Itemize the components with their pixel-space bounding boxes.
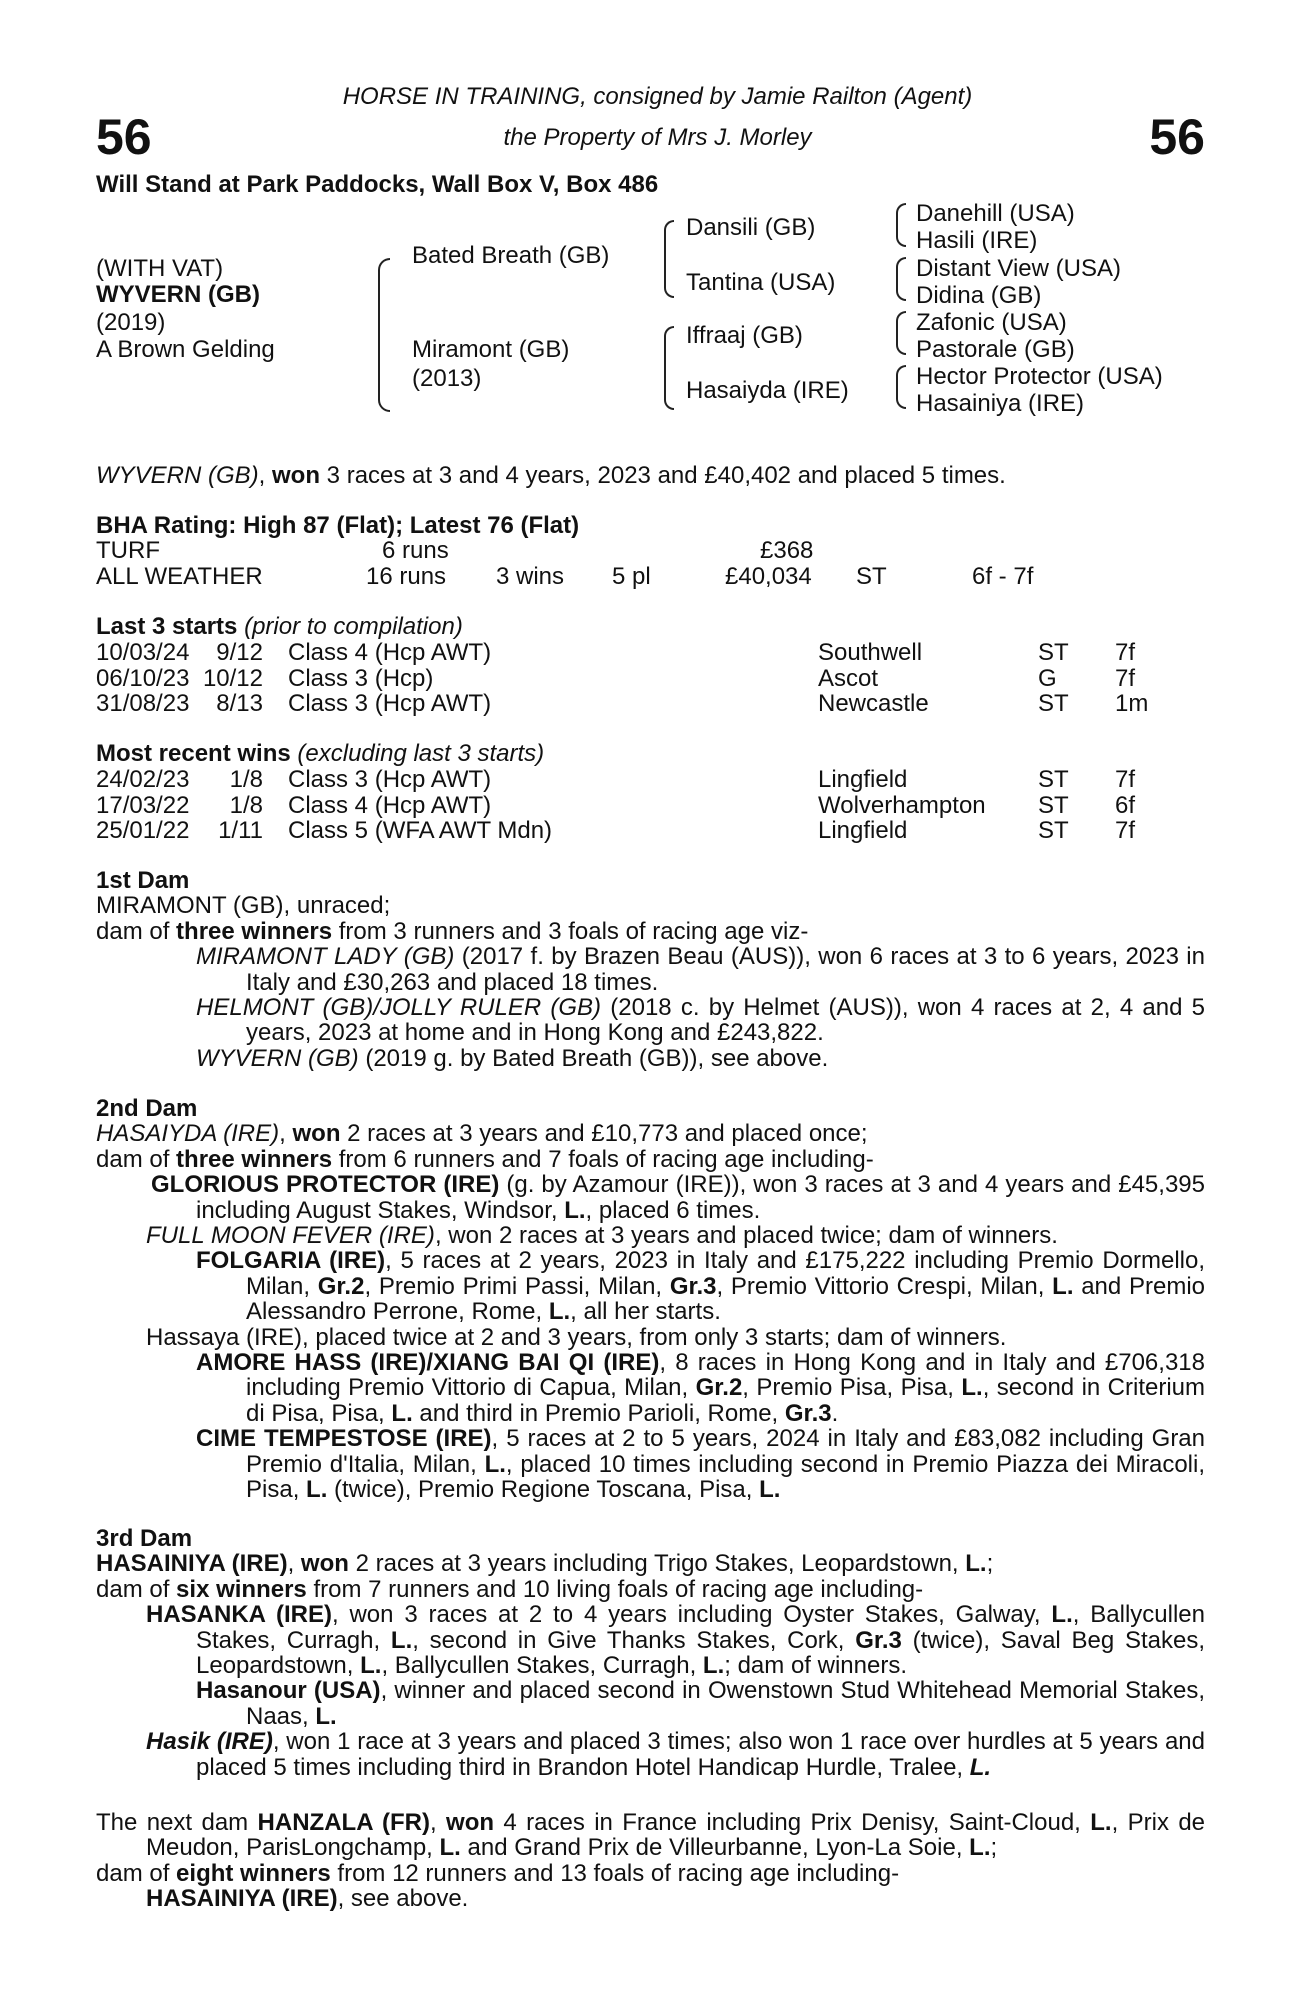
cell-date: 24/02/23 [96,766,190,793]
brace-dam-parents [664,326,674,410]
third-dam-title: 3rd Dam [96,1525,193,1552]
cell-going: ST [1038,690,1069,717]
property-line: the Property of Mrs J. Morley [503,124,812,151]
horse-year: (2019) [96,309,166,336]
rating-title: BHA Rating: High 87 (Flat); Latest 76 (Flat) [96,512,580,539]
cell-going: ST [1038,639,1069,666]
cell-going: ST [1038,817,1069,844]
last3-heading: Last 3 starts (prior to compilation) [96,613,463,640]
cell-date: 25/01/22 [96,817,190,844]
gg-5: Zafonic (USA) [916,309,1067,336]
gg-6: Pastorale (GB) [916,336,1075,363]
next-dam-section: The next dam HANZALA (FR), won 4 races in France including Prix Denisy, Saint-Cloud, L., Prix de Meudon, ParisLongchamp, L. and Grand Prix de Villeurbanne, Lyon-La Soie, L.; dam of eight winners from 12 runners and 13 foals of racing age including- HASAINIYA (IRE), see above. [96,1809,1206,1913]
gg-4: Didina (GB) [916,282,1042,309]
brace-g78 [896,365,906,409]
cell-going: ST [1038,791,1069,819]
brace-sire-parents [664,220,674,298]
cell-date: 31/08/23 [96,690,190,717]
cell-race: Class 3 (Hcp AWT) [288,766,492,793]
third-dam-section: 3rd Dam HASAINIYA (IRE), won 2 races at 3 years including Trigo Stakes, Leopardstown, L.; dam of six winners from 7 runners and 10 living foals of racing age including- HASANKA (IRE), won 3 races at 2 to 4 years including Oyster Stakes, Galway, L., Ballycullen Stakes, Curragh, L., second in Give Thanks Stakes, Cork, Gr.3 (twice), Saval Beg Stakes, Leopardstown, L., Ballycullen Stakes, Curragh, L.; dam of winners. Hasanour (USA), winner and placed second in Owenstown Stud Whitehead Memorial Stakes, Naas, L. Hasik (IRE), won 1 race at 3 years and placed 3 times; also won 1 race over hurdles at 5 years and placed 5 times including third in Brandon Hotel Handicap Hurdle, Tralee, L. [96,1525,1205,1781]
cell-race: Class 4 (Hcp AWT) [288,791,492,819]
cell-course: Lingfield [818,766,908,793]
second-dam-title: 2nd Dam [96,1095,198,1122]
cell-dist: 7f [1115,639,1136,666]
cell-dist: 6f [1115,791,1136,819]
sire-dam: Tantina (USA) [686,269,836,296]
cell-course: Ascot [818,664,879,692]
cell-pos: 10/12 [202,664,263,692]
gg-2: Hasili (IRE) [916,227,1038,254]
consignor-line: HORSE IN TRAINING, consigned by Jamie Railton (Agent) [342,83,973,110]
brace-g56 [896,311,906,355]
cell-date: 17/03/22 [96,791,190,819]
cell-date: 06/10/23 [96,664,190,692]
cell-course: Lingfield [818,817,908,844]
lot-number-left: 56 [96,109,152,165]
cell-race: Class 3 (Hcp AWT) [288,690,492,717]
gg-3: Distant View (USA) [916,255,1121,282]
cell-pos: 1/8 [229,766,263,793]
cell-race: Class 4 (Hcp AWT) [288,639,492,666]
dam: Miramont (GB) [412,336,570,363]
cell-race: Class 3 (Hcp) [288,664,434,692]
cell-dist: 7f [1115,664,1136,692]
sire: Bated Breath (GB) [412,242,610,269]
cell-race: Class 5 (WFA AWT Mdn) [288,817,553,844]
gg-7: Hector Protector (USA) [916,363,1163,390]
gg-1: Danehill (USA) [916,200,1075,227]
first-dam-section: 1st Dam MIRAMONT (GB), unraced; dam of three winners from 3 runners and 3 foals of racing age viz- MIRAMONT LADY (GB) (2017 f. by Brazen Beau (AUS)), won 6 races at 3 to 6 years, 2023 in Italy and £30,263 and placed 18 times. HELMONT (GB)/JOLLY RULER (GB) (2018 c. by Helmet (AUS)), won 4 races at 2, 4 and 5 years, 2023 at home and in Hong Kong and £243,822. WYVERN (GB) (2019 g. by Bated Breath (GB)), see above. [96,867,1205,1072]
dam-year: (2013) [412,365,482,392]
cell-course: Southwell [818,639,923,666]
lot-number-right: 56 [1149,109,1205,165]
cell-date: 10/03/24 [96,639,190,666]
brace-sire-dam [378,258,390,412]
cell-dist: 7f [1115,766,1136,793]
cell-dist: 7f [1115,817,1136,844]
second-dam-section: 2nd Dam HASAIYDA (IRE), won 2 races at 3 years and £10,773 and placed once; dam of three winners from 6 runners and 7 foals of racing age including- GLORIOUS PROTECTOR (IRE) (g. by Azamour (IRE)), won 3 races at 3 and 4 years and £45,395 including August Stakes, Windsor, L., placed 6 times. FULL MOON FEVER (IRE), won 2 races at 3 years and placed twice; dam of winners. FOLGARIA (IRE), 5 races at 2 years, 2023 in Italy and £175,222 including Premio Dormello, Milan, Gr.2, Premio Primi Passi, Milan, Gr.3, Premio Vittorio Crespi, Milan, L. and Premio Alessandro Perrone, Rome, L., all her starts. Hassaya (IRE), placed twice at 2 and 3 years, from only 3 starts; dam of winners. AMORE HASS (IRE)/XIANG BAI QI (IRE), 8 races in Hong Kong and in Italy and £706,318 including Premio Vittorio di Capua, Milan, Gr.2, Premio Pisa, Pisa, L., second in Criterium di Pisa, Pisa, L. and third in Premio Parioli, Rome, Gr.3. CIME TEMPESTOSE (IRE), 5 races at 2 to 5 years, 2024 in Italy and £83,082 including Gran Premio d'Italia, Milan, L., placed 10 times including second in Premio Piazza dei Miracoli, Pisa, L. (twice), Premio Regione Toscana, Pisa, L. [96,1095,1206,1504]
stand-line: Will Stand at Park Paddocks, Wall Box V, Box 486 [96,171,659,198]
horse-name: WYVERN (GB) [96,281,260,308]
first-dam-title: 1st Dam [96,867,190,894]
cell-course: Wolverhampton [818,791,986,819]
cell-going: G [1038,664,1057,692]
recent-heading: Most recent wins (excluding last 3 starts) [96,740,545,767]
dam-dam: Hasaiyda (IRE) [686,377,849,404]
brace-g12 [896,203,906,247]
cell-pos: 1/8 [229,791,263,819]
vat-label: (WITH VAT) [96,255,224,282]
cell-dist: 1m [1115,690,1149,717]
brace-g34 [896,257,906,301]
cell-pos: 8/13 [216,690,263,717]
gg-8: Hasainiya (IRE) [916,390,1085,417]
sire-sire: Dansili (GB) [686,214,816,241]
cell-pos: 1/11 [218,817,263,844]
dam-sire: Iffraaj (GB) [686,322,803,349]
horse-description: A Brown Gelding [96,336,275,363]
race-summary: WYVERN (GB), won 3 races at 3 and 4 years, 2023 and £40,402 and placed 5 times. [96,462,1006,489]
cell-going: ST [1038,766,1069,793]
cell-pos: 9/12 [216,639,263,666]
cell-course: Newcastle [818,690,929,717]
